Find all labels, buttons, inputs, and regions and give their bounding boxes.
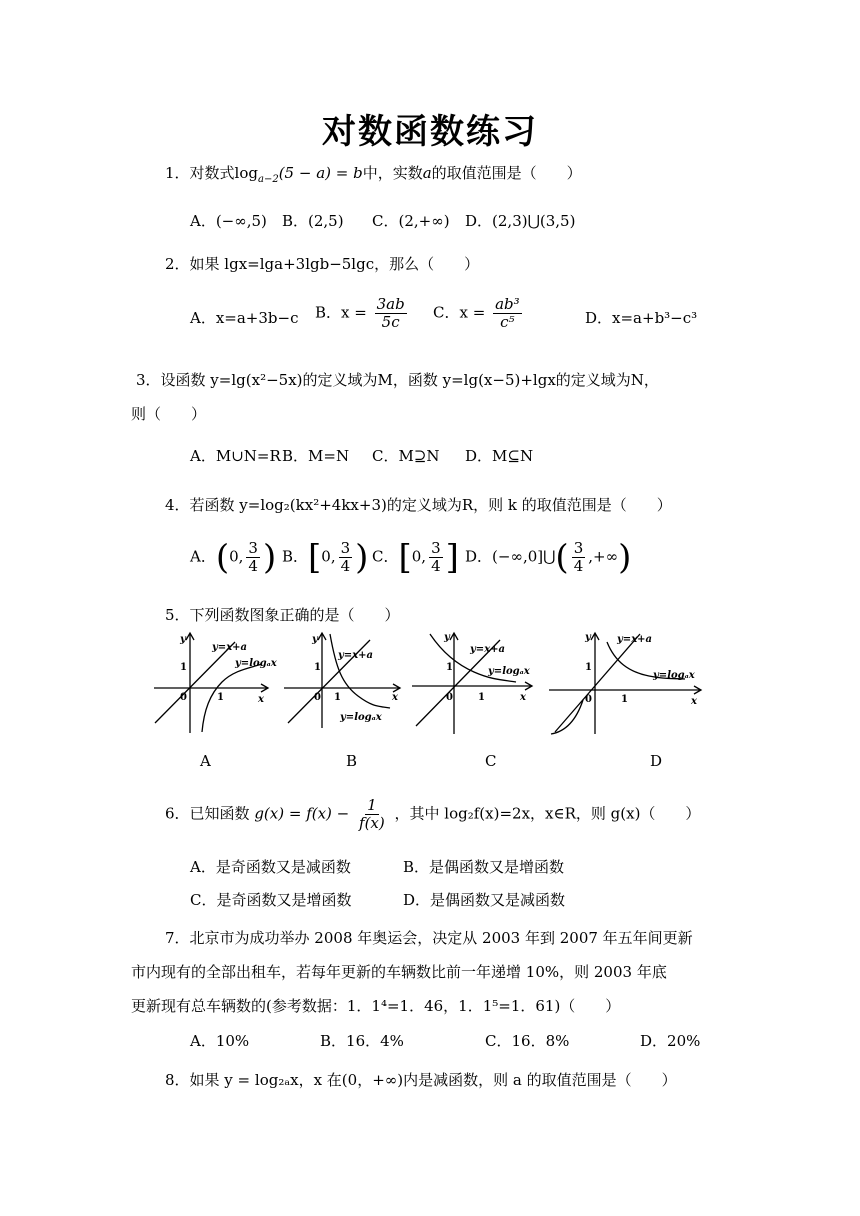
svg-text:x: x (691, 696, 697, 707)
graph-c (408, 630, 536, 740)
svg-text:y=x+a: y=x+a (338, 650, 374, 661)
svg-text:y=x+a: y=x+a (470, 644, 506, 655)
graph-d (545, 628, 705, 738)
question-1-stem: 1．对数式$\log_{a-2}(5 - a) = b$中，实数a的取值范围是（ ） (165, 164, 582, 185)
svg-text:0: 0 (446, 692, 453, 703)
question-2-option-c: C．x = $\frac{\text{ab³}}{\text{c⁵}}$ (433, 295, 520, 331)
question-7-option-c: C．16．8% (485, 1032, 570, 1050)
question-1-option-b: B．(2,5) (282, 212, 344, 230)
fraction: $\frac{3}{4}$ (248, 539, 258, 575)
question-2-stem: 2．如果 lgx=lga+3lgb−5lgc，那么（ ） (165, 255, 480, 273)
question-7-line-2: 市内现有的全部出租车，若每年更新的车辆数比前一年递增 10%，则 2003 年底 (131, 963, 667, 981)
svg-text:y=logₐx: y=logₐx (488, 666, 530, 677)
svg-text:y=logₐx: y=logₐx (340, 712, 382, 723)
question-4-option-d: D．(−∞,0]⋃( $\frac{3}{4}$ ,+∞) (465, 537, 632, 578)
fraction: $\frac{3}{4}$ (431, 539, 441, 575)
question-3-option-a: A．M∪N=R (190, 447, 281, 465)
svg-text:1: 1 (446, 662, 453, 673)
svg-text:y=x+a: y=x+a (617, 634, 653, 645)
svg-text:y: y (312, 634, 318, 645)
fraction: $\frac{\text{ab³}}{\text{c⁵}}$ (495, 295, 520, 331)
fraction: $\frac{1}{f(x)}$ (359, 796, 385, 832)
fraction: $\frac{3}{4}$ (340, 539, 351, 575)
question-1-option-c: C．(2,+∞) (372, 212, 450, 230)
graph-label-c: C (485, 752, 497, 770)
question-7-option-b: B．16．4% (320, 1032, 404, 1050)
question-7-line-3: 更新现有总车辆数的(参考数据：1．1⁴=1．46，1．1⁵=1．61)（ ） (131, 997, 621, 1015)
question-4-stem: 4．若函数 y=log₂(kx²+4kx+3)的定义域为R，则 k 的取值范围是（ ） (165, 496, 672, 514)
svg-text:y: y (444, 632, 450, 643)
question-3-line-2: 则（ ） (131, 405, 207, 423)
question-2-option-b: B．x = $\frac{3ab}{5c}$ (315, 295, 405, 331)
graph-label-a: A (200, 752, 211, 770)
graph-b (280, 628, 405, 738)
question-4-option-c: C．[0, $\frac{3}{4}$ ] (372, 537, 459, 578)
svg-text:y=logₐx: y=logₐx (653, 670, 695, 681)
question-4-option-b: B．[0, $\frac{3}{4}$ ) (282, 537, 369, 578)
svg-text:0: 0 (180, 692, 187, 703)
question-7-line-1: 7．北京市为成功举办 2008 年奥运会，决定从 2003 年到 2007 年五年间更新 (165, 929, 693, 947)
svg-text:1: 1 (314, 662, 321, 673)
svg-text:1: 1 (180, 662, 187, 673)
svg-text:1: 1 (621, 694, 628, 705)
fraction: $\frac{3}{4}$ (573, 539, 584, 575)
question-6-stem: 6．已知函数 g(x) = f(x) − $\frac{1}{f(x)}$ ，其中 log₂f(x)=2x，x∈R，则 g(x)（ ） (165, 796, 701, 832)
svg-text:1: 1 (585, 662, 592, 673)
svg-text:x: x (258, 694, 264, 705)
question-3-option-d: D．M⊆N (465, 447, 534, 465)
svg-text:y=logₐx: y=logₐx (235, 658, 277, 669)
fraction: $\frac{3ab}{5c}$ (376, 295, 405, 331)
question-7-option-a: A．10% (190, 1032, 250, 1050)
question-6-option-d: D．是偶函数又是减函数 (403, 891, 566, 909)
question-4-option-a: A．(0, $\frac{3}{4}$ ) (190, 537, 277, 578)
page-title: 对数函数练习 (322, 112, 538, 152)
question-2-option-a: A．x=a+3b−c (190, 309, 299, 327)
svg-text:0: 0 (314, 692, 321, 703)
question-3-option-b: B．M=N (282, 447, 350, 465)
svg-text:1: 1 (217, 692, 224, 703)
graph-label-b: B (346, 752, 358, 770)
question-1-option-a: A．(−∞,5) (190, 212, 267, 230)
svg-text:1: 1 (334, 692, 341, 703)
question-7-option-d: D．20% (640, 1032, 701, 1050)
svg-text:y=x+a: y=x+a (212, 642, 248, 653)
question-6-option-c: C．是奇函数又是增函数 (190, 891, 352, 909)
svg-text:x: x (392, 692, 398, 703)
svg-text:1: 1 (478, 692, 485, 703)
question-8-stem: 8．如果 y = log₂ₐx，x 在(0，+∞)内是减函数，则 a 的取值范围是（ ） (165, 1071, 677, 1089)
question-3-option-c: C．M⊇N (372, 447, 440, 465)
svg-text:x: x (520, 692, 526, 703)
question-5-stem: 5．下列函数图象正确的是（ ） (165, 606, 400, 624)
question-1-option-d: D．(2,3)⋃(3,5) (465, 212, 576, 230)
graph-label-d: D (650, 752, 663, 770)
svg-text:0: 0 (585, 694, 592, 705)
question-2-option-d: D．x=a+b³−c³ (585, 309, 698, 327)
question-6-option-a: A．是奇函数又是减函数 (190, 858, 351, 876)
question-6-option-b: B．是偶函数又是增函数 (403, 858, 565, 876)
svg-text:y: y (585, 632, 591, 643)
question-3-line-1: 3．设函数 y=lg(x²−5x)的定义域为M，函数 y=lg(x−5)+lgx的定义域为N， (136, 371, 659, 389)
graph-a (150, 628, 277, 738)
svg-text:y: y (180, 634, 186, 645)
